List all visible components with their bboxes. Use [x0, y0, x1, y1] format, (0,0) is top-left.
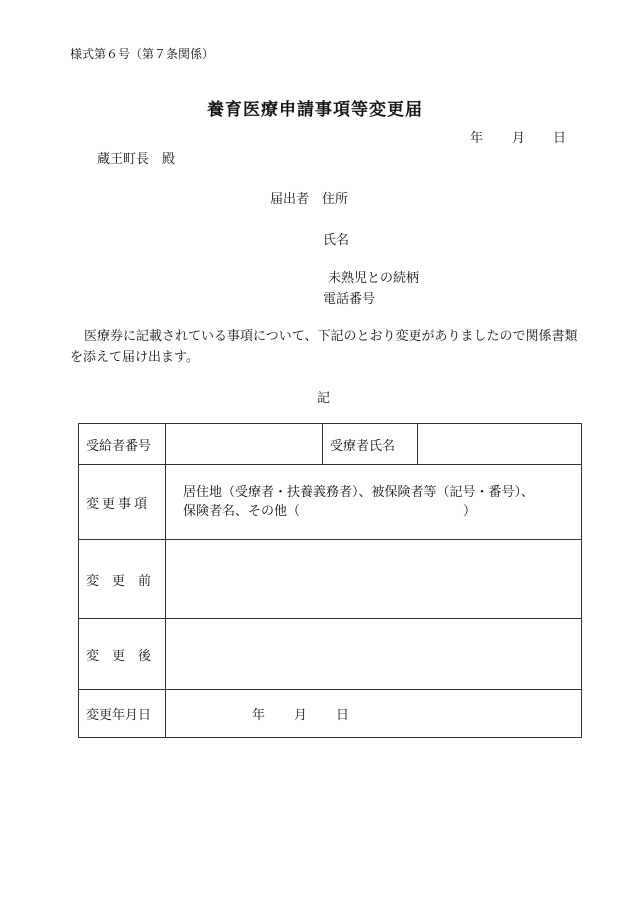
notifier-name-label: 氏名	[323, 233, 350, 248]
change-items-other-prefix: 保険者名、その他（	[183, 504, 301, 519]
ki-heading: 記	[317, 391, 331, 406]
notifier-label: 届出者	[270, 192, 310, 207]
document-title: 養育医療申請事項等変更届	[207, 100, 423, 120]
patient-name-field[interactable]	[418, 424, 582, 465]
change-items-field[interactable]	[166, 465, 582, 540]
form-number: 様式第６号（第７条関係）	[70, 47, 215, 61]
change-date-year: 年	[252, 708, 266, 723]
before-field[interactable]	[166, 540, 582, 619]
change-items-line2	[183, 502, 581, 521]
change-date-values	[166, 704, 581, 723]
change-form-table	[78, 423, 582, 738]
before-row	[79, 540, 582, 619]
notifier-phone-label: 電話番号	[323, 292, 376, 307]
submission-date	[470, 127, 566, 146]
after-label: 変更後	[79, 619, 166, 690]
statement-text: 医療券に記載されている事項について、下記のとおり変更がありましたので関係書類を添えて届け出ます。	[70, 329, 578, 365]
after-field[interactable]	[166, 619, 582, 690]
date-month-label: 月	[512, 131, 526, 146]
recipient-row	[79, 424, 582, 465]
notifier-address-label: 住所	[322, 192, 349, 207]
addressee: 蔵王町長 殿	[97, 152, 176, 167]
change-date-field[interactable]	[166, 690, 582, 738]
recipient-number-field[interactable]	[166, 424, 323, 465]
before-label: 変更前	[79, 540, 166, 619]
date-year-label: 年	[470, 131, 484, 146]
notifier-relationship-label: 未熟児との続柄	[328, 271, 420, 286]
change-date-month: 月	[294, 708, 308, 723]
recipient-number-label: 受給者番号	[79, 424, 166, 465]
change-items-label: 変更事項	[79, 465, 166, 540]
after-row	[79, 619, 582, 690]
change-date-row	[79, 690, 582, 738]
patient-name-label: 受療者氏名	[323, 424, 418, 465]
change-date-day: 日	[336, 708, 350, 723]
change-items-line1: 居住地（受療者・扶養義務者）、被保険者等（記号・番号）、	[183, 485, 535, 500]
change-date-label: 変更年月日	[79, 690, 166, 738]
change-items-row	[79, 465, 582, 540]
date-day-label: 日	[553, 131, 567, 146]
change-items-other-suffix: ）	[463, 504, 477, 519]
